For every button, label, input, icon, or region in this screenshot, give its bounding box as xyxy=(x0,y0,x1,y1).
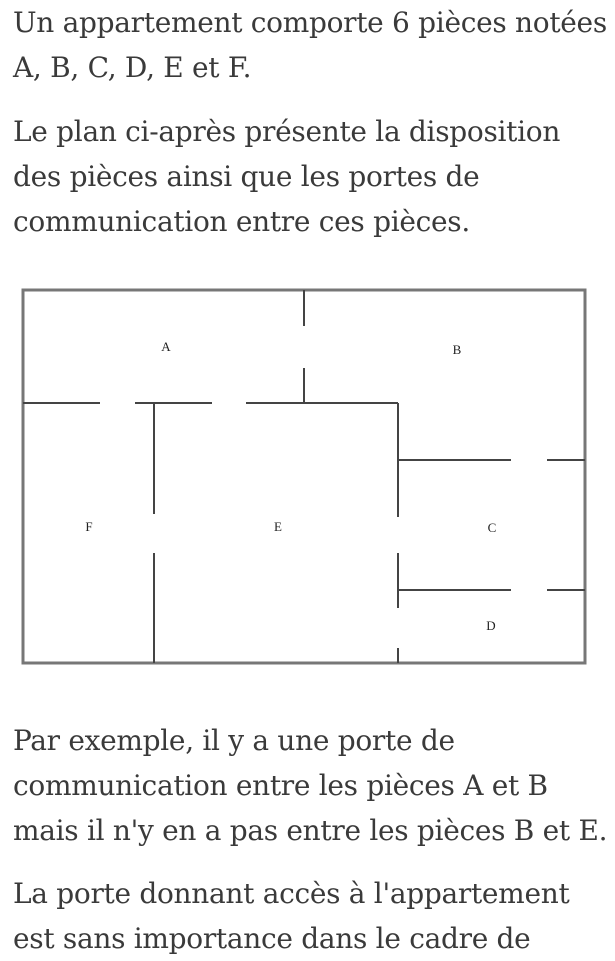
room-label-d: D xyxy=(486,618,496,633)
entrance-paragraph xyxy=(13,871,613,961)
text-line: Le plan ci-après présente la disposition xyxy=(13,115,561,148)
text-line: est sans importance dans le cadre de xyxy=(13,922,531,955)
plan-outer-wall xyxy=(23,290,585,663)
room-label-e: E xyxy=(274,519,282,534)
text-line: A, B, C, D, E et F. xyxy=(13,51,252,84)
text-line: Par exemple, il y a une porte de xyxy=(13,724,455,757)
example-paragraph xyxy=(13,718,613,853)
room-label-a: A xyxy=(161,339,171,354)
room-label-f: F xyxy=(85,519,93,534)
text-line: des pièces ainsi que les portes de xyxy=(13,160,480,193)
text-line: mais il n'y en a pas entre les pièces B et E. xyxy=(13,814,608,847)
room-label-c: C xyxy=(487,520,497,535)
text-line: communication entre les pièces A et B xyxy=(13,769,548,802)
text-line: communication entre ces pièces. xyxy=(13,205,470,238)
room-label-b: B xyxy=(452,342,462,357)
text-line: Un appartement comporte 6 pièces notées xyxy=(13,6,607,39)
text-line: La porte donnant accès à l'appartement xyxy=(13,877,570,910)
